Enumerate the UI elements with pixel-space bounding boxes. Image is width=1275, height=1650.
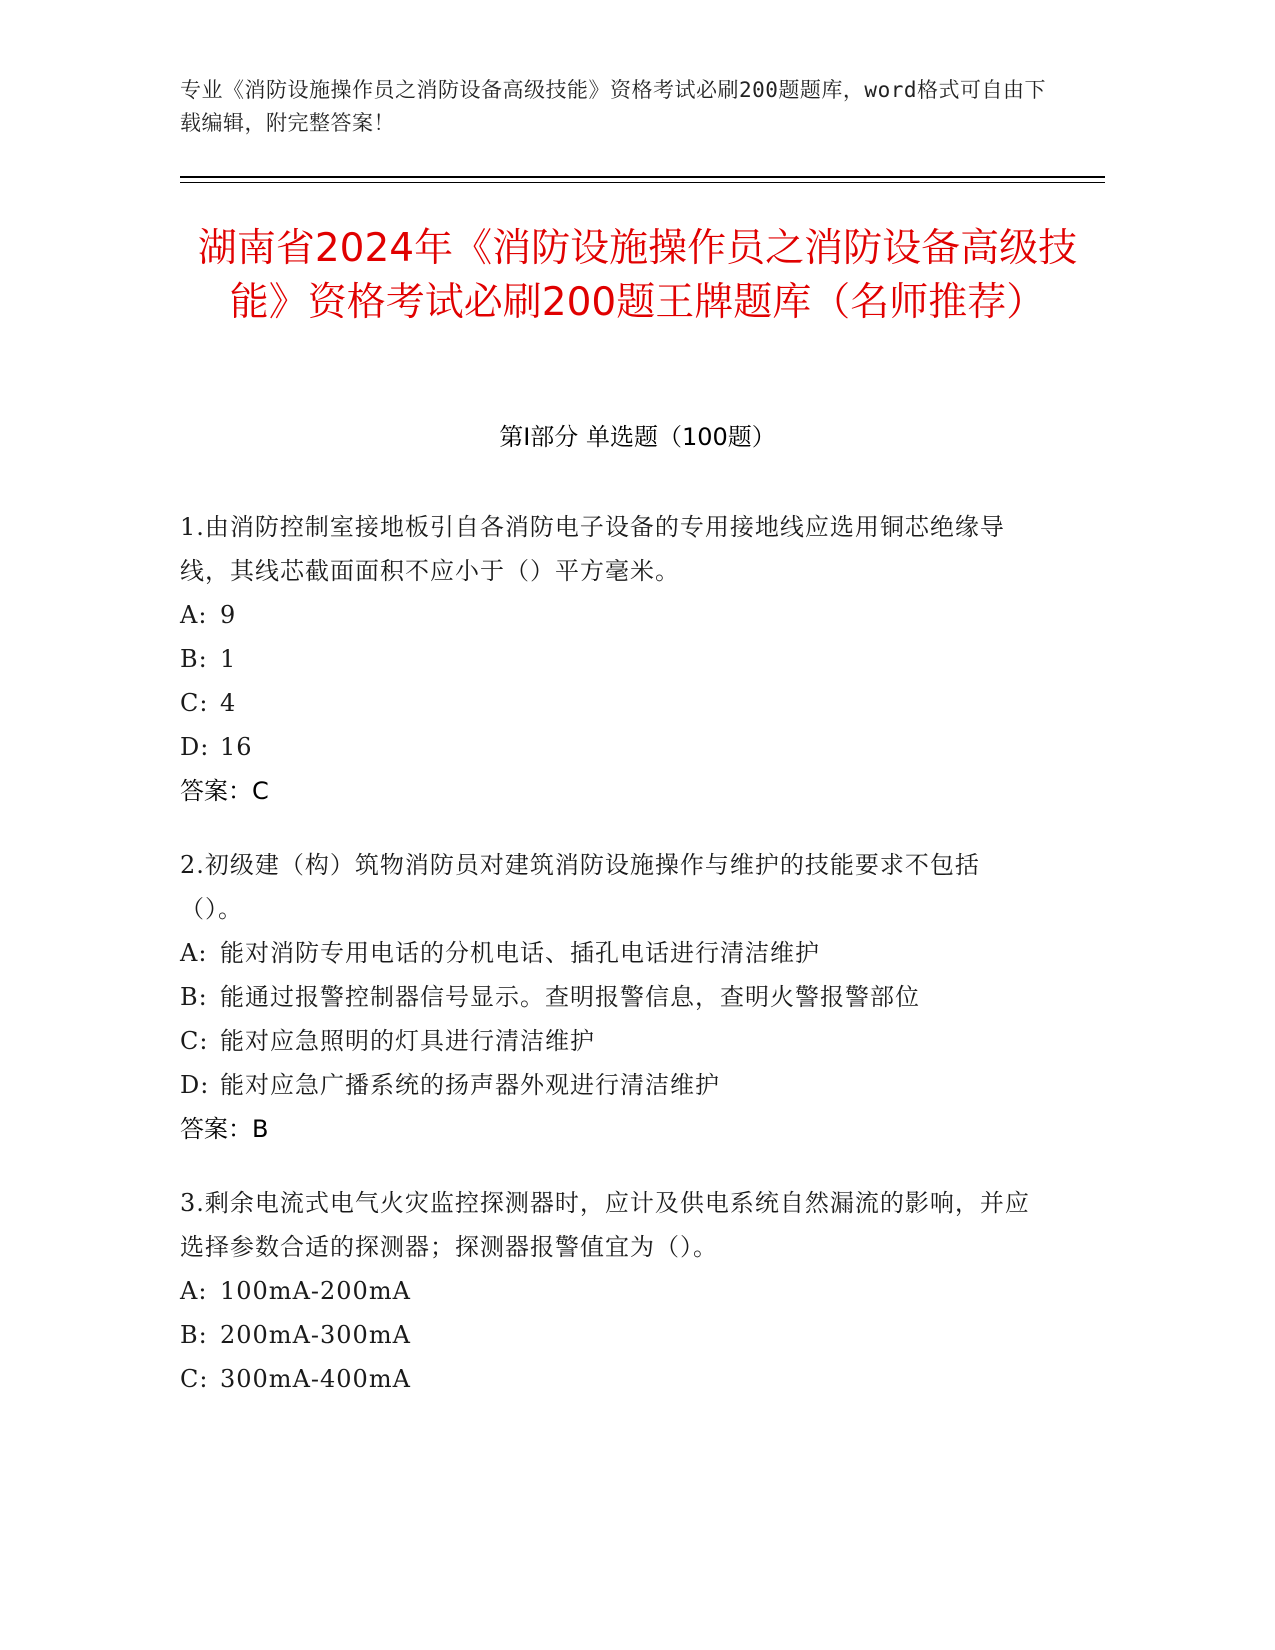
option-c (180, 1357, 1030, 1401)
option-key: C: (180, 1365, 209, 1393)
option-text: 能对应急广播系统的扬声器外观进行清洁维护 (220, 1071, 720, 1099)
option-text: 1 (220, 645, 237, 673)
option-c (180, 1019, 1030, 1063)
option-b (180, 975, 1030, 1019)
option-key: D: (180, 733, 210, 761)
option-a (180, 931, 1030, 975)
option-key: D: (180, 1071, 210, 1099)
option-key: B: (180, 645, 208, 673)
option-text: 200mA-300mA (220, 1321, 411, 1349)
question-stem: 1.由消防控制室接地板引自各消防电子设备的专用接地线应选用铜芯绝缘导线，其线芯截面面积不应小于（）平方毫米。 (180, 513, 1005, 585)
header-rule-thin (180, 182, 1105, 183)
question-2 (180, 843, 1030, 1151)
option-text: 4 (220, 689, 237, 717)
question-stem: 2.初级建（构）筑物消防员对建筑消防设施操作与维护的技能要求不包括（）。 (180, 851, 980, 923)
option-text: 能通过报警控制器信号显示。查明报警信息，查明火警报警部位 (220, 983, 920, 1011)
option-a (180, 593, 1030, 637)
option-key: A: (180, 939, 208, 967)
section-title: 第Ⅰ部分 单选题（100题） (499, 423, 776, 451)
option-b (180, 637, 1030, 681)
option-text: 9 (220, 601, 237, 629)
answer: 答案：B (180, 1115, 269, 1143)
option-b (180, 1313, 1030, 1357)
option-c (180, 681, 1030, 725)
option-key: B: (180, 983, 208, 1011)
option-text: 能对消防专用电话的分机电话、插孔电话进行清洁维护 (220, 939, 820, 967)
option-key: C: (180, 1027, 209, 1055)
header-note: 专业《消防设施操作员之消防设备高级技能》资格考试必刷200题题库，word格式可自由下载编辑，附完整答案！ (180, 78, 1046, 135)
option-d (180, 725, 1030, 769)
option-key: B: (180, 1321, 208, 1349)
question-stem: 3.剩余电流式电气火灾监控探测器时，应计及供电系统自然漏流的影响，并应选择参数合适的探测器；探测器报警值宜为（）。 (180, 1189, 1030, 1261)
question-list (180, 505, 1030, 1431)
option-text: 能对应急照明的灯具进行清洁维护 (220, 1027, 595, 1055)
option-d (180, 1063, 1030, 1107)
question-3 (180, 1181, 1030, 1401)
question-1 (180, 505, 1030, 813)
option-key: C: (180, 689, 209, 717)
document-title: 湖南省2024年《消防设施操作员之消防设备高级技能》资格考试必刷200题王牌题库（名师推荐） (197, 226, 1078, 325)
answer: 答案：C (180, 777, 269, 805)
option-text: 100mA-200mA (220, 1277, 411, 1305)
option-text: 16 (220, 733, 253, 761)
option-key: A: (180, 601, 208, 629)
option-a (180, 1269, 1030, 1313)
option-key: A: (180, 1277, 208, 1305)
option-text: 300mA-400mA (220, 1365, 411, 1393)
header-rule-thick (180, 176, 1105, 178)
